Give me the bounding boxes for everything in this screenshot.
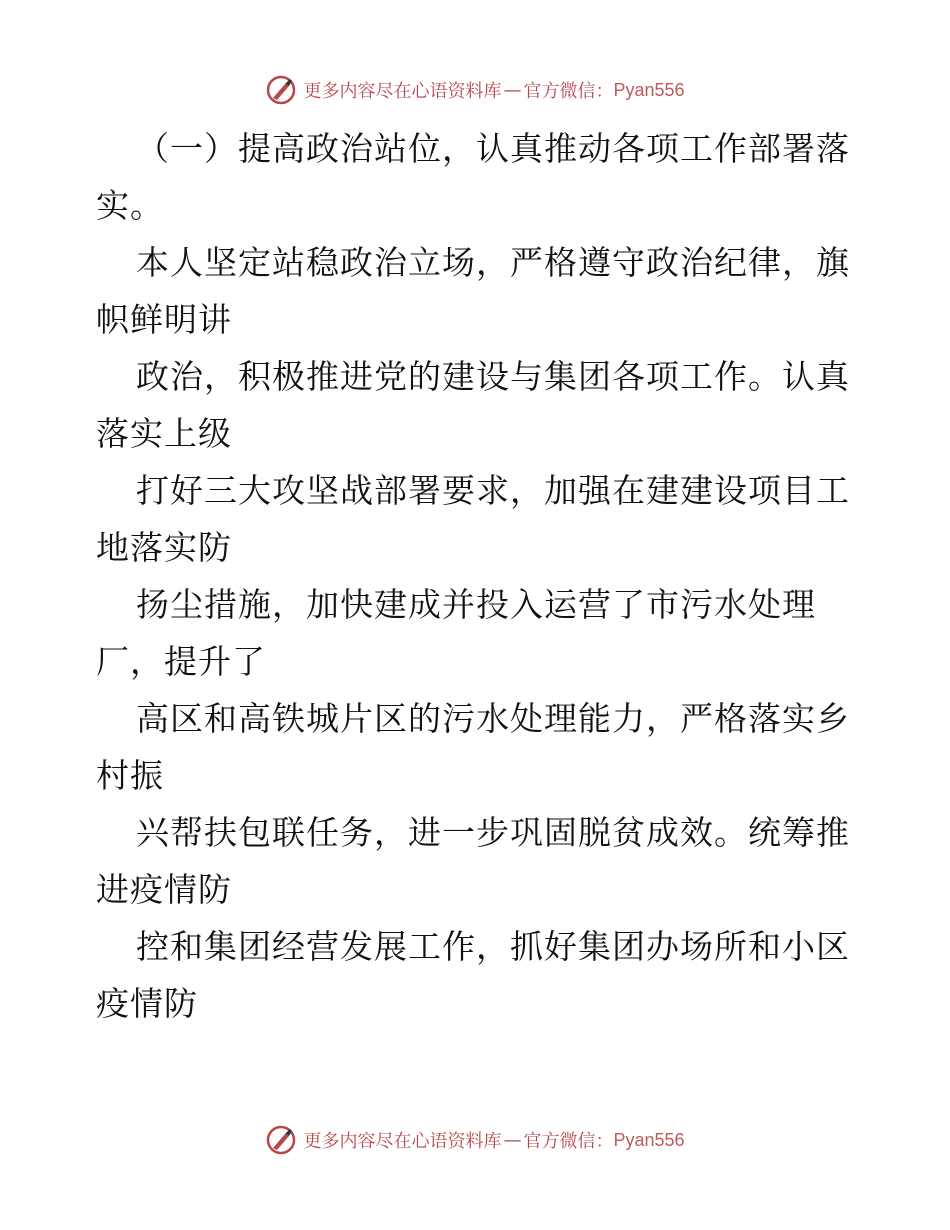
footer-watermark [0, 1120, 950, 1160]
watermark-main-text: 更多内容尽在心语资料库 [303, 81, 502, 102]
watermark-main-text: 更多内容尽在心语资料库 [303, 1131, 502, 1152]
body-paragraph: 本人坚定站稳政治立场，严格遵守政治纪律，旗帜鲜明讲 [96, 243, 850, 339]
section-heading: （一）提高政治站位，认真推动各项工作部署落实。 [96, 129, 850, 225]
header-watermark [0, 70, 950, 110]
pen-logo-icon [265, 1124, 297, 1156]
watermark-dash: — [503, 79, 522, 101]
watermark-contact-id: Pyan556 [613, 79, 685, 100]
pen-logo-icon [265, 74, 297, 106]
body-paragraph: 控和集团经营发展工作，抓好集团办场所和小区疫情防 [96, 927, 850, 1023]
body-paragraph: 高区和高铁城片区的污水处理能力，严格落实乡村振 [96, 699, 850, 795]
body-paragraph: 兴帮扶包联任务，进一步巩固脱贫成效。统筹推进疫情防 [96, 813, 850, 909]
body-paragraph: 扬尘措施，加快建成并投入运营了市污水处理厂，提升了 [96, 585, 816, 681]
body-paragraph: 政治，积极推进党的建设与集团各项工作。认真落实上级 [96, 357, 850, 453]
watermark-dash: — [503, 1129, 522, 1151]
body-paragraph: 打好三大攻坚战部署要求，加强在建建设项目工地落实防 [96, 471, 850, 567]
document-body [96, 120, 856, 1032]
watermark-contact-label: 官方微信： [523, 81, 614, 102]
watermark-contact-label: 官方微信： [523, 1131, 614, 1152]
watermark-contact-id: Pyan556 [613, 1129, 685, 1150]
